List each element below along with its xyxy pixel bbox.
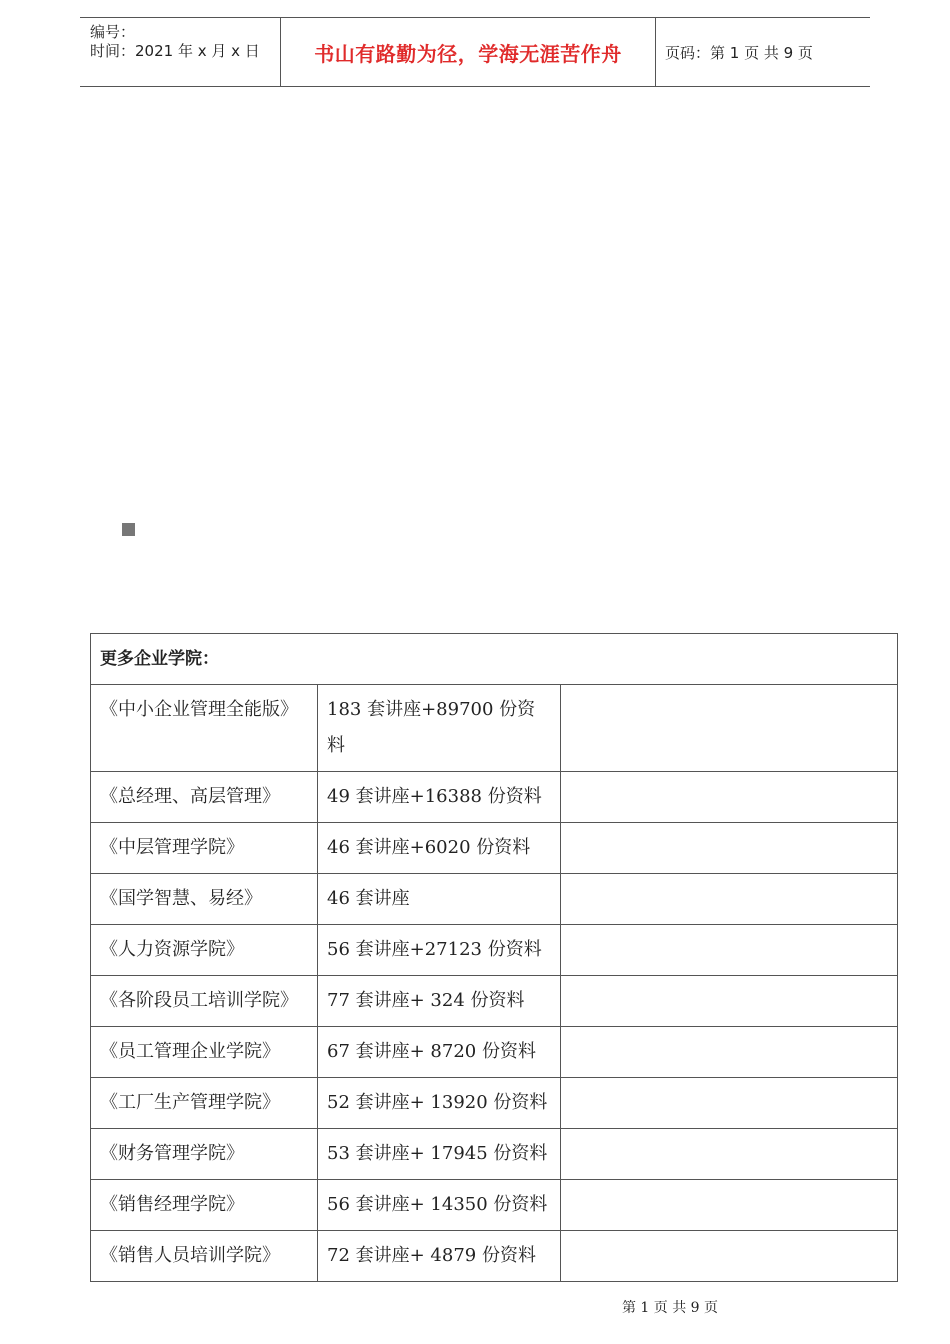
page-footer: 第 1 页 共 9 页 [621, 1300, 719, 1316]
number-label: 编号： [90, 23, 136, 41]
table-row [91, 772, 898, 823]
course-name: 《工厂生产管理学院》 [91, 1078, 318, 1129]
empty-cell [561, 976, 898, 1027]
course-name: 《各阶段员工培训学院》 [91, 976, 318, 1027]
table-row [91, 1180, 898, 1231]
empty-cell [561, 685, 898, 772]
empty-cell [561, 1129, 898, 1180]
table-row [91, 823, 898, 874]
course-name: 《中层管理学院》 [91, 823, 318, 874]
empty-cell [561, 1231, 898, 1282]
header-meta [80, 18, 280, 86]
table-title: 更多企业学院： [91, 634, 898, 685]
table-row [91, 685, 898, 772]
course-desc: 183 套讲座+89700 份资料 [318, 685, 561, 772]
motto-text: 书山有路勤为径，学海无涯苦作舟 [314, 41, 622, 66]
course-desc: 52 套讲座+ 13920 份资料 [318, 1078, 561, 1129]
catalog-table [90, 633, 898, 1282]
date-label: 时间：2021 年 x 月 x 日 [90, 42, 260, 60]
course-name: 《销售经理学院》 [91, 1180, 318, 1231]
page-info: 页码：第 1 页 共 9 页 [665, 43, 813, 62]
table-row [91, 925, 898, 976]
empty-cell [561, 1180, 898, 1231]
course-desc: 56 套讲座+27123 份资料 [318, 925, 561, 976]
course-desc: 49 套讲座+16388 份资料 [318, 772, 561, 823]
empty-cell [561, 823, 898, 874]
table-row [91, 1129, 898, 1180]
table-row [91, 1078, 898, 1129]
course-name: 《员工管理企业学院》 [91, 1027, 318, 1078]
table-row [91, 976, 898, 1027]
header-motto-cell [280, 18, 656, 86]
table-row [91, 874, 898, 925]
table-row [91, 1231, 898, 1282]
square-bullet-icon [122, 523, 135, 536]
course-desc: 77 套讲座+ 324 份资料 [318, 976, 561, 1027]
course-name: 《销售人员培训学院》 [91, 1231, 318, 1282]
course-desc: 46 套讲座 [318, 874, 561, 925]
table-row [91, 1027, 898, 1078]
empty-cell [561, 925, 898, 976]
empty-cell [561, 1027, 898, 1078]
course-name: 《中小企业管理全能版》 [91, 685, 318, 772]
page-header [80, 17, 870, 87]
course-desc: 53 套讲座+ 17945 份资料 [318, 1129, 561, 1180]
empty-cell [561, 1078, 898, 1129]
empty-cell [561, 874, 898, 925]
header-page-cell [655, 18, 870, 86]
course-desc: 67 套讲座+ 8720 份资料 [318, 1027, 561, 1078]
empty-cell [561, 772, 898, 823]
course-desc: 46 套讲座+6020 份资料 [318, 823, 561, 874]
course-name: 《国学智慧、易经》 [91, 874, 318, 925]
course-name: 《财务管理学院》 [91, 1129, 318, 1180]
course-desc: 56 套讲座+ 14350 份资料 [318, 1180, 561, 1231]
course-name: 《人力资源学院》 [91, 925, 318, 976]
course-desc: 72 套讲座+ 4879 份资料 [318, 1231, 561, 1282]
course-name: 《总经理、高层管理》 [91, 772, 318, 823]
